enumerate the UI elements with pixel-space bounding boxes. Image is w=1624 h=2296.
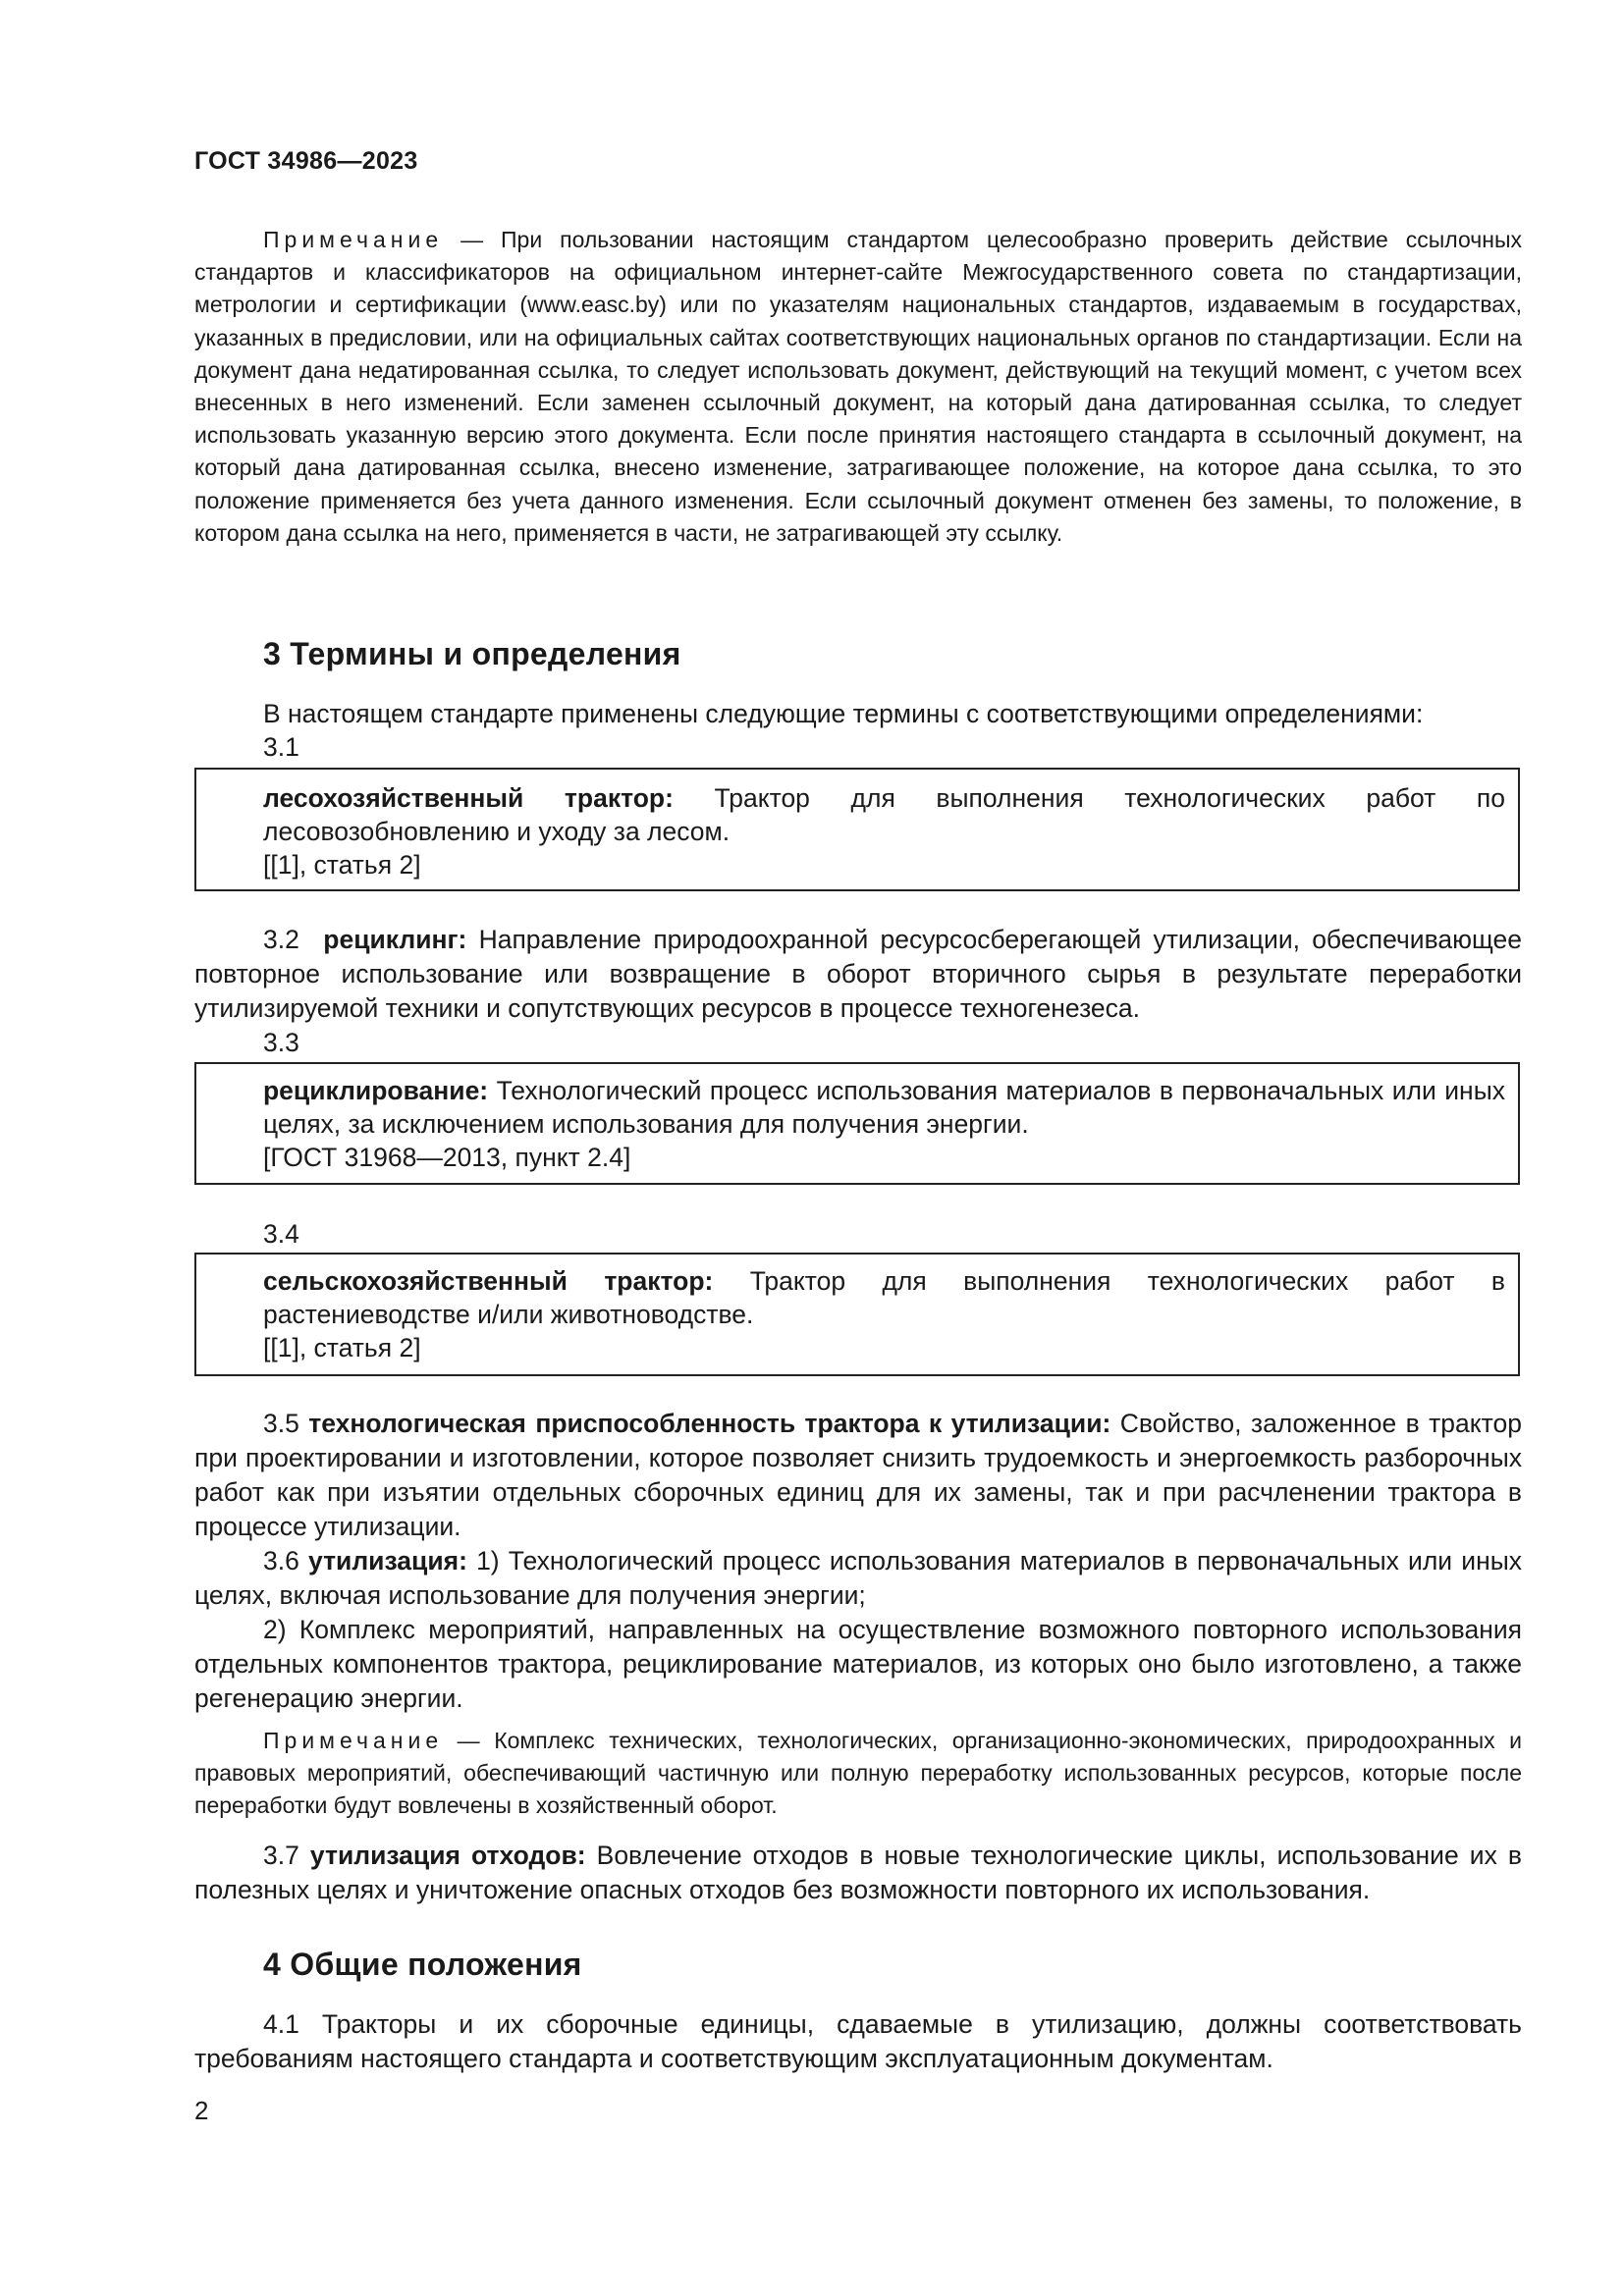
term-3-2: 3.2 рециклинг: Направление природоохранной ресурсосберегающей утилизации, обеспечивающее повторное использование или возвращение в оборот вторичного сырья в результате переработки утилизируемой техники и сопутствующих ресурсов в процессе техногенезеса. xyxy=(194,925,1522,1023)
term-definition: Направление природоохранной ресурсосберегающей утилизации, обеспечивающее повторное использование или возвращение в оборот вторичного сырья в результате переработки утилизируемой техники и сопутствующих ресурсов в процессе техногенезеса. xyxy=(194,925,1522,1023)
clause-4-1: 4.1 Тракторы и их сборочные единицы, сдаваемые в утилизацию, должны соответствовать требованиям настоящего стандарта и соответствующим эксплуатационным документам. xyxy=(194,2009,1522,2073)
term-3-6-item-2: 2) Комплекс мероприятий, направленных на осуществление возможного повторного использования отдельных компонентов трактора, рециклирование материалов, из которых оно было изготовлено, а также регенерацию энергии. xyxy=(194,1615,1522,1713)
note-text: — При пользовании настоящим стандартом целесообразно проверить действие ссылочных стандартов и классификаторов на официальном интернет-сайте Межгосударственного совета по стандартизации, метрологии и сертификации (www.easc.by) или по указателям национальных стандартов, издаваемым в государствах, указанных в предисловии, или на официальных сайтах соответствующих национальных органов по стандартизации. Если на документ дана недатированная ссылка, то следует использовать документ, действующий на текущий момент, с учетом всех внесенных в него изменений. Если заменен ссылочный документ, на который дана датированная ссылка, то следует использовать указанную версию этого документа. Если после принятия настоящего стандарта в ссылочный документ, на который дана датированная ссылка, внесено изменение, затрагивающее положение, на которое дана ссылка, то это положение применяется без учета данного изменения. Если ссылочный документ отменен без замены, то положение, в котором дана ссылка на него, применяется в части, не затрагивающей эту ссылку. xyxy=(194,227,1522,546)
utilization-note xyxy=(194,1725,1522,1823)
page-number: 2 xyxy=(194,2096,209,2125)
term-definition: Трактор для выполнения технологических работ в растениеводстве и/или животноводстве. xyxy=(263,1266,1505,1329)
term-box-3-1 xyxy=(194,768,1520,891)
term-definition: 1) Технологический процесс использования материалов в первоначальных или иных целях, включая использование для получения энергии; xyxy=(194,1546,1522,1610)
term-number: 3.1 xyxy=(263,732,299,762)
term-source: [[1], статья 2] xyxy=(263,1333,421,1362)
section-4-heading: 4 Общие положения xyxy=(263,1947,582,1982)
term-definition: Вовлечение отходов в новые технологические циклы, использование их в полезных целях и уничтожение опасных отходов без возможности повторного их использования. xyxy=(194,1841,1522,1904)
term-box-3-4 xyxy=(194,1253,1520,1376)
term: утилизация отходов: xyxy=(309,1841,586,1870)
reference-note xyxy=(194,224,1522,550)
term: рециклирование: xyxy=(263,1076,489,1105)
term-source: [[1], статья 2] xyxy=(263,850,421,880)
term-number: 3.4 xyxy=(263,1219,299,1249)
term-box-3-3 xyxy=(194,1062,1520,1185)
term-3-6: 3.6 утилизация: 1) Технологический процесс использования материалов в первоначальных или иных целях, включая использование для получения энергии; xyxy=(194,1546,1522,1610)
document-header: ГОСТ 34986—2023 xyxy=(194,147,418,175)
term-definition: Трактор для выполнения технологических работ по лесовозобновлению и уходу за лесом. xyxy=(263,783,1505,846)
note-text: — Комплекс технических, технологических, организационно-экономических, природоохранных и правовых мероприятий, обеспечивающий частичную или полную переработку использованных ресурсов, которые после переработки будут вовлечены в хозяйственный оборот. xyxy=(194,1728,1522,1819)
term-definition: Технологический процесс использования материалов в первоначальных или иных целях, за исключением использования для получения энергии. xyxy=(263,1076,1505,1139)
term-3-7: 3.7 утилизация отходов: Вовлечение отходов в новые технологические циклы, использование их в полезных целях и уничтожение опасных отходов без возможности повторного их использования. xyxy=(194,1841,1522,1904)
section-3-intro: В настоящем стандарте применены следующие термины с соответствующими определениями: xyxy=(263,699,1424,728)
term: рециклинг: xyxy=(323,925,467,954)
term: сельскохозяйственный трактор: xyxy=(263,1266,714,1296)
term: лесохозяйственный трактор: xyxy=(263,783,674,813)
note-label: Примечание xyxy=(263,227,444,252)
term-definition: Свойство, заложенное в трактор при проектировании и изготовлении, которое позволяет снизить трудоемкость и энергоемкость разборочных работ как при изъятии отдельных сборочных единиц для их замены, так и при расчленении трактора в процессе утилизации. xyxy=(194,1409,1522,1541)
term-3-5: 3.5 технологическая приспособленность трактора к утилизации: Свойство, заложенное в трактор при проектировании и изготовлении, которое позволяет снизить трудоемкость и энергоемкость разборочных работ как при изъятии отдельных сборочных единиц для их замены, так и при расчленении трактора в процессе утилизации. xyxy=(194,1409,1522,1541)
term-source: [ГОСТ 31968—2013, пункт 2.4] xyxy=(263,1143,631,1172)
term: технологическая приспособленность трактора к утилизации: xyxy=(308,1409,1111,1438)
term: утилизация: xyxy=(308,1546,467,1575)
note-label: Примечание xyxy=(263,1728,444,1753)
section-3-heading: 3 Термины и определения xyxy=(263,636,681,671)
term-number: 3.3 xyxy=(263,1028,299,1057)
